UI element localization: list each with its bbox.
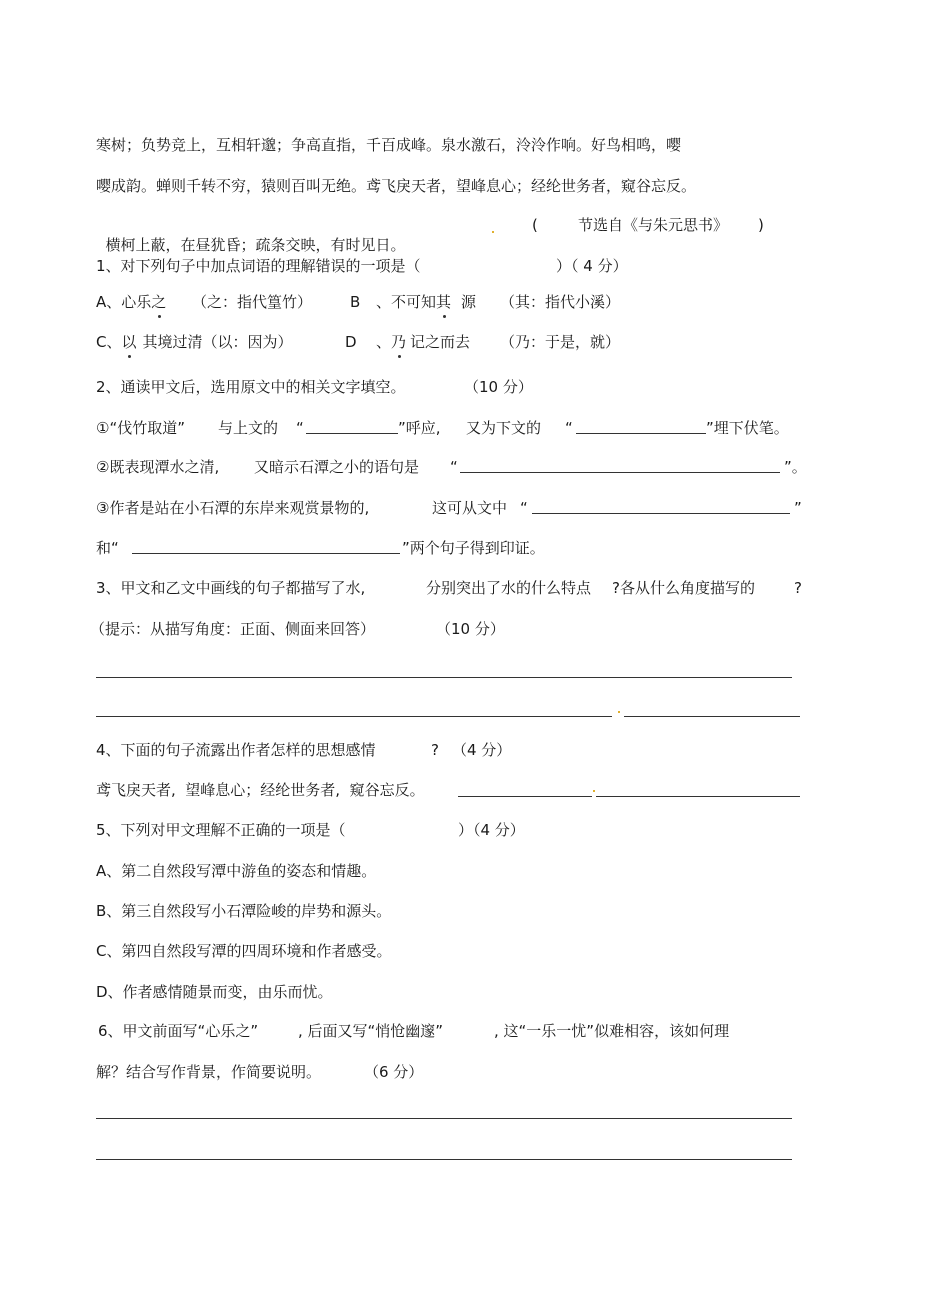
q2-s4-a: 和“ bbox=[96, 539, 119, 557]
q1-stem: 1、对下列句子中加点词语的理解错误的一项是（ bbox=[96, 257, 421, 275]
q6-score: （6 分） bbox=[364, 1063, 424, 1081]
q5-option-c: C、第四自然段写潭的四周环境和作者感受。 bbox=[96, 942, 392, 960]
q2-s1-a: ①“伐竹取道” bbox=[96, 419, 185, 437]
q2-s3-a: ③作者是站在小石潭的东岸来观赏景物的, bbox=[96, 499, 370, 517]
q3-answer-line-1[interactable] bbox=[96, 677, 792, 678]
q2-s1-c: “ bbox=[296, 419, 304, 437]
q1-d-label: D bbox=[345, 333, 357, 351]
q1-b-dotted-word: 其 bbox=[436, 293, 452, 311]
q2-s3-blank[interactable] bbox=[532, 498, 790, 514]
q1-b-note: （其：指代小溪） bbox=[500, 293, 621, 311]
scan-speck bbox=[593, 790, 595, 792]
q4-answer-line-b[interactable] bbox=[596, 796, 800, 797]
q2-s3-d: ” bbox=[794, 499, 802, 517]
q1-score: ）（ 4 分） bbox=[556, 257, 628, 275]
passage-line-1: 寒树；负势竞上，互相轩邈；争高直指，千百成峰。泉水激石，泠泠作响。好鸟相鸣，嘤 bbox=[96, 136, 682, 154]
passage-line-3 bbox=[96, 215, 406, 255]
q1-c-dotted-word: 以 bbox=[121, 333, 137, 351]
q6-line1-a: 6、甲文前面写“心乐之” bbox=[98, 1022, 259, 1040]
q4-stem: 4、下面的句子流露出作者怎样的思想感情 bbox=[96, 741, 376, 759]
q3-hint: （提示：从描写角度：正面、侧面来回答） bbox=[90, 620, 376, 638]
q6-line1-b: , 后面又写“悄怆幽邃” bbox=[298, 1022, 444, 1040]
source-open-paren: ( bbox=[532, 216, 538, 234]
q1-option-c bbox=[96, 332, 293, 352]
passage-line-2: 嘤成韵。蝉则千转不穷，猿则百叫无绝。鸢飞戾天者，望峰息心；经纶世务者，窥谷忘反。 bbox=[96, 177, 697, 195]
q4-score: （4 分） bbox=[452, 741, 512, 759]
q1-option-b bbox=[376, 292, 476, 312]
q6-answer-line-1[interactable] bbox=[96, 1118, 792, 1119]
q1-d-pre: 、 bbox=[376, 333, 392, 351]
q6-answer-line-2[interactable] bbox=[96, 1159, 792, 1160]
q1-d-note: （乃：于是，就） bbox=[500, 333, 621, 351]
q2-s2-c: “ bbox=[450, 458, 458, 476]
passage-line-3-text: 横柯上蔽，在昼犹昏；疏条交映，有时见日。 bbox=[105, 236, 406, 254]
q1-a-note: （之：指代篁竹） bbox=[192, 293, 313, 311]
q2-s2-d: ”。 bbox=[784, 458, 807, 476]
q3-stem-d: ? bbox=[794, 579, 802, 597]
q1-b-pre: 、不可知 bbox=[376, 293, 437, 311]
q3-stem-b: 分别突出了水的什么特点 bbox=[426, 579, 592, 597]
q3-answer-line-2b[interactable] bbox=[624, 716, 800, 717]
q1-b-label: B bbox=[350, 293, 361, 311]
q2-score: （10 分） bbox=[464, 378, 533, 396]
q3-stem-a: 3、甲文和乙文中画线的句子都描写了水, bbox=[96, 579, 366, 597]
q2-s3-b: 这可从文中 bbox=[432, 499, 508, 517]
q3-answer-line-2a[interactable] bbox=[96, 716, 612, 717]
q1-option-d bbox=[376, 332, 470, 352]
q1-c-label: C、 bbox=[96, 333, 122, 351]
q2-s3-c: “ bbox=[520, 499, 528, 517]
passage-source: 节选自《与朱元思书》 bbox=[578, 216, 729, 234]
q2-s4-blank[interactable] bbox=[132, 538, 400, 554]
q2-s2-a: ②既表现潭水之清, bbox=[96, 458, 220, 476]
q1-a-dotted-word: 之 bbox=[151, 293, 167, 311]
q6-line2: 解？结合写作背景，作简要说明。 bbox=[96, 1063, 322, 1081]
scan-speck bbox=[492, 231, 494, 233]
q5-option-a: A、第二自然段写潭中游鱼的姿态和情趣。 bbox=[96, 862, 377, 880]
q2-s2-blank[interactable] bbox=[460, 457, 780, 473]
q5-option-b: B、第三自然段写小石潭险峻的岸势和源头。 bbox=[96, 902, 392, 920]
q4-question-mark: ? bbox=[431, 741, 439, 759]
q2-s2-b: 又暗示石潭之小的语句是 bbox=[254, 458, 420, 476]
scan-speck bbox=[618, 711, 620, 713]
q6-line1-c: , 这“一乐一忧”似难相容，该如何理 bbox=[494, 1022, 730, 1040]
q2-stem: 2、通读甲文后，选用原文中的相关文字填空。 bbox=[96, 378, 406, 396]
q3-stem-c: ?各从什么角度描写的 bbox=[612, 579, 755, 597]
q2-s1-d: ”呼应, bbox=[398, 419, 441, 437]
q4-answer-line-a[interactable] bbox=[458, 796, 592, 797]
q2-s1-b: 与上文的 bbox=[218, 419, 279, 437]
q3-score: （10 分） bbox=[436, 620, 505, 638]
q1-c-post: 其境过清（以：因为） bbox=[142, 333, 293, 351]
q2-s1-blank-2[interactable] bbox=[576, 418, 706, 434]
source-close-paren: ) bbox=[758, 216, 764, 234]
q2-s1-g: ”埋下伏笔。 bbox=[706, 419, 789, 437]
q2-s1-blank-1[interactable] bbox=[306, 418, 398, 434]
q1-d-post: 记之而去 bbox=[410, 333, 471, 351]
q5-stem: 5、下列对甲文理解不正确的一项是（ bbox=[96, 821, 346, 839]
q5-option-d: D、作者感情随景而变，由乐而忧。 bbox=[96, 983, 333, 1001]
q2-s4-b: ”两个句子得到印证。 bbox=[402, 539, 545, 557]
q2-s1-f: “ bbox=[565, 419, 573, 437]
q5-score: ）（4 分） bbox=[458, 821, 525, 839]
q1-option-a bbox=[96, 292, 166, 312]
q1-a-label: A、心乐 bbox=[96, 293, 152, 311]
q4-quote: 鸢飞戾天者, 望峰息心；经纶世务者, 窥谷忘反。 bbox=[96, 781, 425, 799]
q2-s1-e: 又为下文的 bbox=[466, 419, 542, 437]
q1-d-dotted-word: 乃 bbox=[391, 333, 407, 351]
q1-b-post: 源 bbox=[461, 293, 477, 311]
